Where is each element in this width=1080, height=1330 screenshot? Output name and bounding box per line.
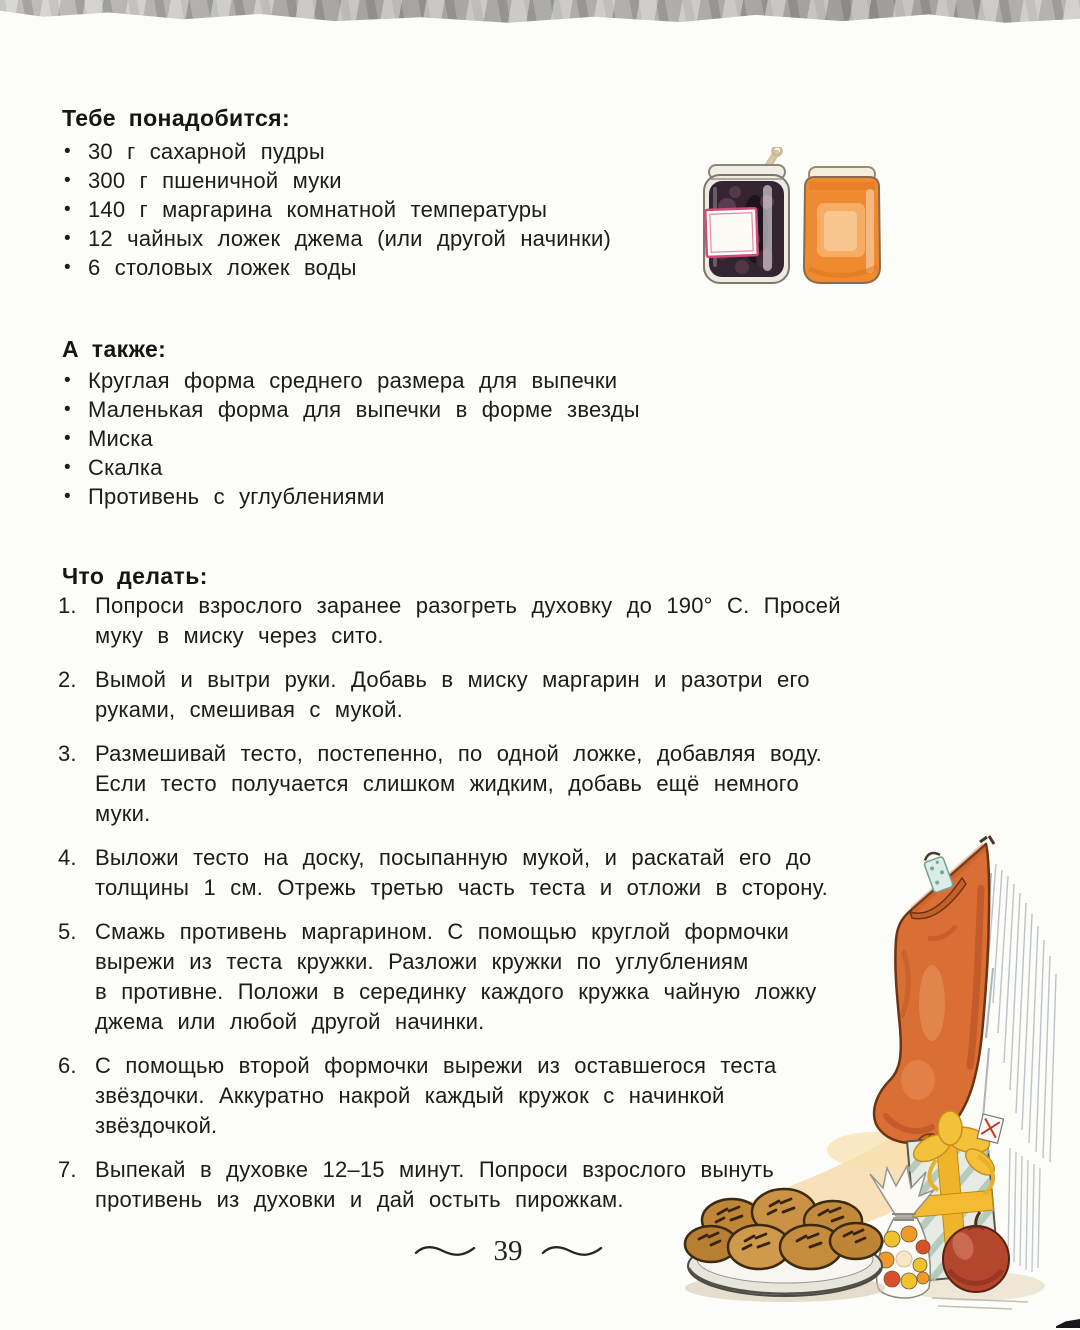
ingredient-text: 30 г сахарной пудры [88, 139, 325, 164]
step-line: толщины 1 см. Отрежь третью часть теста и отложи в сторону. [95, 875, 828, 900]
ingredient-text: 12 чайных ложек джема (или другой начинки) [88, 226, 611, 251]
step-line: Смажь противень маргарином. С помощью круглой формочки [95, 919, 790, 944]
ingredient-item [64, 224, 611, 253]
bullet-icon: • [64, 257, 71, 278]
tool-text: Круглая форма среднего размера для выпечки [88, 368, 618, 393]
tool-item [64, 453, 640, 482]
step-number: 1. [58, 593, 77, 618]
ingredient-text: 140 г маргарина комнатной температуры [88, 197, 548, 222]
step-line: звёздочкой. [95, 1113, 218, 1138]
gift-tag [977, 1114, 1003, 1143]
tool-item [64, 395, 640, 424]
step-text [95, 665, 850, 725]
step-line: противень из духовки и дай остыть пирожкам. [95, 1187, 624, 1212]
also-heading: А также: [62, 336, 167, 362]
step-line: Вымой и вытри руки. Добавь в миску маргарин и разотри его [95, 667, 810, 692]
step-line: звёздочки. Аккуратно накрой каждый кружок с начинкой [95, 1083, 725, 1108]
step-line: Размешивай тесто, постепенно, по одной ложке, добавляя воду. [95, 741, 822, 766]
step-item [58, 739, 850, 829]
ingredient-item [64, 166, 611, 195]
jam-jar-orange [804, 167, 880, 283]
bullet-icon: • [64, 228, 71, 249]
bullet-icon: • [64, 170, 71, 191]
ingredient-item [64, 195, 611, 224]
step-line: муку в миску через сито. [95, 623, 384, 648]
step-line: Попроси взрослого заранее разогреть духовку до 190° С. Просей [95, 593, 841, 618]
christmas-stocking-illustration [680, 818, 1080, 1330]
step-line: Если тесто получается слишком жидким, добавь ещё немного [95, 771, 799, 796]
tool-text: Скалка [88, 455, 163, 480]
tilde-ornament-left [414, 1244, 476, 1258]
step-line: С помощью второй формочки вырежи из оставшегося теста [95, 1053, 777, 1078]
bullet-icon: • [64, 370, 71, 391]
bullet-icon: • [64, 199, 71, 220]
step-line: в противне. Положи в серединку каждого кружка чайную ложку [95, 979, 817, 1004]
step-number: 4. [58, 845, 77, 870]
jam-jar-dark [704, 147, 789, 283]
step-number: 6. [58, 1053, 77, 1078]
steps-heading: Что делать: [62, 563, 208, 589]
step-number: 5. [58, 919, 77, 944]
step-item [58, 665, 850, 725]
tool-item [64, 366, 640, 395]
step-line: джема или любой другой начинки. [95, 1009, 485, 1034]
page-number: 39 [493, 1235, 523, 1267]
jam-jars-illustration [697, 147, 889, 289]
stocking [874, 836, 994, 1143]
ingredient-text: 300 г пшеничной муки [88, 168, 342, 193]
stocking-gift [921, 850, 953, 893]
tool-text: Противень с углублениями [88, 484, 385, 509]
step-text [95, 739, 850, 829]
step-item [58, 591, 850, 651]
also-list [64, 366, 640, 511]
tool-item [64, 482, 640, 511]
ingredient-item [64, 137, 611, 166]
step-number: 2. [58, 667, 77, 692]
step-line: муки. [95, 801, 151, 826]
ingredient-item [64, 253, 611, 282]
bullet-icon: • [64, 428, 71, 449]
bullet-icon: • [64, 486, 71, 507]
step-number: 7. [58, 1157, 77, 1182]
step-text [95, 591, 850, 651]
page-footer [398, 1234, 618, 1268]
step-line: Выложи тесто на доску, посыпанную мукой, и раскатай его до [95, 845, 812, 870]
step-line: Выпекай в духовке 12–15 минут. Попроси взрослого вынуть [95, 1157, 774, 1182]
needed-list [64, 137, 611, 282]
tool-text: Миска [88, 426, 153, 451]
ingredient-text: 6 столовых ложек воды [88, 255, 357, 280]
scan-artifact-top-band [0, 0, 1080, 24]
step-number: 3. [58, 741, 77, 766]
tool-text: Маленькая форма для выпечки в форме звезды [88, 397, 640, 422]
bullet-icon: • [64, 399, 71, 420]
bullet-icon: • [64, 141, 71, 162]
step-line: вырежи из теста кружки. Разложи кружки по углублениям [95, 949, 749, 974]
step-line: руками, смешивая с мукой. [95, 697, 403, 722]
needed-heading: Тебе понадобится: [62, 105, 291, 131]
tool-item [64, 424, 640, 453]
tilde-ornament-right [541, 1244, 603, 1258]
bullet-icon: • [64, 457, 71, 478]
